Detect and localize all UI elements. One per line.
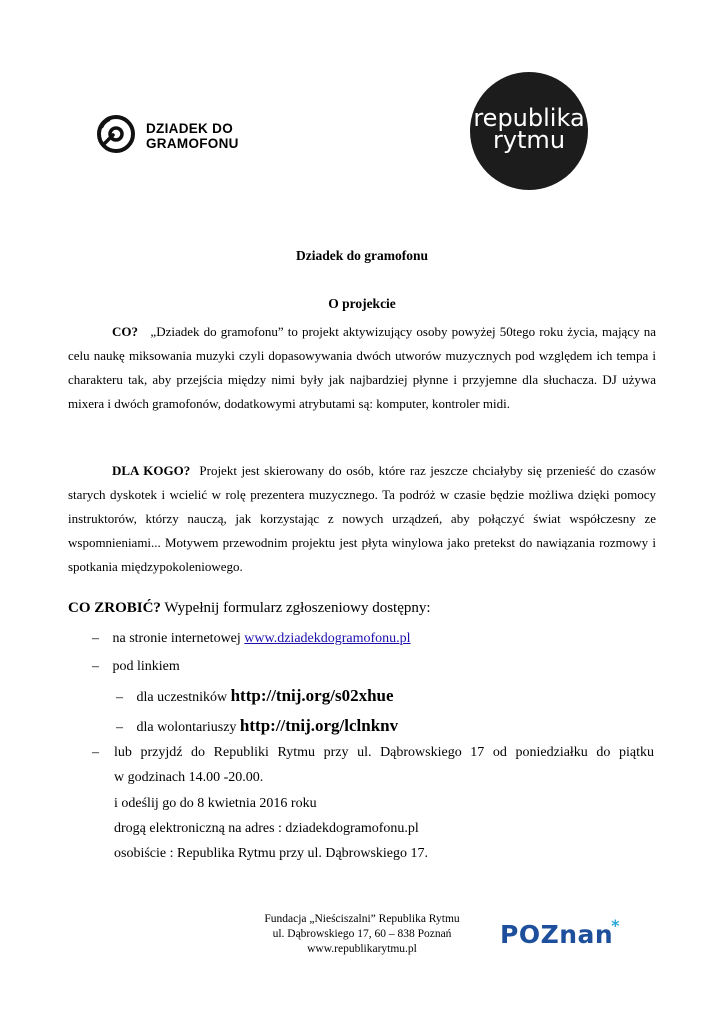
republika-rytmu-logo (470, 72, 588, 190)
students-prefix: dla uczestników (136, 690, 228, 705)
record-icon (96, 114, 136, 154)
poznan-logo (500, 916, 622, 949)
logo-line-1: DZIADEK DO (146, 121, 233, 136)
visit-line-1: lub przyjdź do Republiki Rytmu przy ul. Dąbrowskiego 17 od poniedziałku do piątku (114, 745, 654, 760)
section-subtitle: O projekcie (328, 296, 396, 311)
list-item-website (92, 631, 411, 647)
star-icon: * (611, 916, 621, 935)
dash: – (116, 720, 123, 735)
logo-line-1: republika (473, 104, 585, 132)
website-prefix: na stronie internetowej (112, 631, 241, 646)
students-link[interactable]: http://tnij.org/s02xhue (230, 686, 394, 705)
co-zrobic-label: CO ZROBIĆ? (68, 600, 161, 616)
visit-line-2: w godzinach 14.00 -20.00. (114, 770, 264, 785)
list-item-students (116, 686, 394, 706)
logo-line-2: rytmu (492, 126, 566, 154)
dla-kogo-paragraph (68, 459, 656, 579)
dla-kogo-label: DLA KOGO? (112, 463, 191, 478)
dash: – (92, 631, 99, 646)
email-line: drogą elektroniczną na adres : dziadekdogramofonu.pl (114, 821, 419, 836)
link-label: pod linkiem (112, 659, 180, 674)
volunteers-prefix: dla wolontariuszy (136, 720, 237, 735)
footer-line-2: ul. Dąbrowskiego 17, 60 – 838 Poznań (272, 928, 452, 940)
footer-line-1: Fundacja „Nieściszalni” Republika Rytmu (264, 913, 460, 925)
logo-line-2: GRAMOFONU (146, 136, 239, 151)
volunteers-link[interactable]: http://tnij.org/lclnknv (239, 716, 399, 735)
dash: – (92, 745, 99, 760)
list-item-link (92, 659, 180, 675)
poznan-logo-text: POZnan (500, 920, 614, 949)
list-item-visit (92, 745, 652, 761)
website-link[interactable]: www.dziadekdogramofonu.pl (244, 631, 411, 646)
co-paragraph (68, 320, 656, 416)
page-title: Dziadek do gramofonu (295, 248, 428, 263)
dash: – (116, 690, 123, 705)
dziadek-logo (96, 112, 256, 162)
personal-line: osobiście : Republika Rytmu przy ul. Dąbrowskiego 17. (114, 846, 429, 861)
dash: – (92, 659, 99, 674)
footer-line-3: www.republikarytmu.pl (307, 943, 417, 955)
list-item-volunteers (116, 716, 398, 736)
co-zrobic-text: Wypełnij formularz zgłoszeniowy dostępny: (164, 600, 431, 616)
deadline-text: i odeślij go do 8 kwietnia 2016 roku (114, 796, 317, 811)
co-text: „Dziadek do gramofonu” to projekt aktywizujący osoby powyżej 50tego roku życia, mający na celu naukę miksowania muzyki czyli dopasowywania dwóch utworów muzycznych pod względem ich tempa i charakteru tak, aby przejścia między nimi były jak najbardziej płynne i przyjemne dla słuchacza. DJ używa mixera i dwóch gramofonów, dodatkowymi atrybutami są: komputer, kontroler midi. (68, 324, 656, 411)
co-label: CO? (112, 324, 138, 339)
co-zrobic-heading (68, 600, 431, 617)
dla-kogo-text: Projekt jest skierowany do osób, które raz jeszcze chciałyby się przenieść do czasów starych dyskotek i wcielić w rolę prezentera muzycznego. Ta podróż w czasie będzie możliwa dzięki pomocy instruktorów, którzy nauczą, jak korzystając z nowych urządzeń, aby połączyć świat współczesny ze wspomnieniami... Motywem przewodnim projektu jest płyta winylowa jako pretekst do nawiązania rozmowy i spotkania międzypokoleniowego. (68, 463, 656, 574)
